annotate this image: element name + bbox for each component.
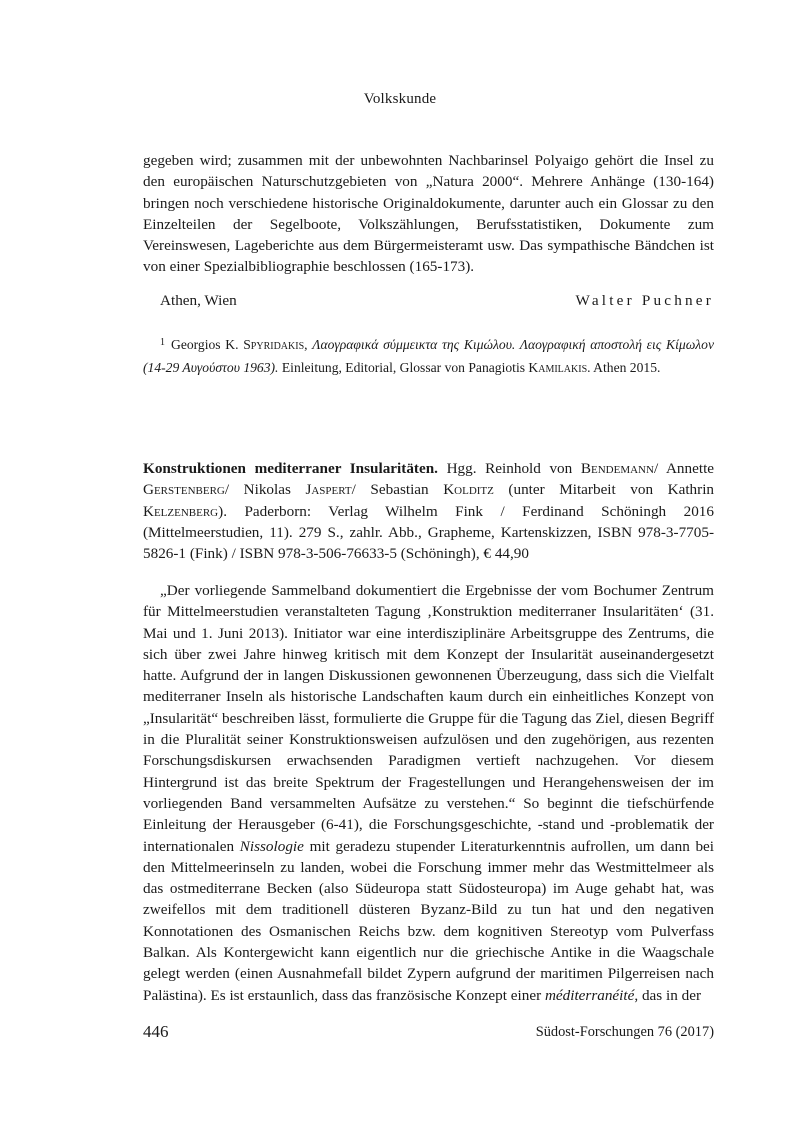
footnote-greek-title: Λαογραφικά σύμμεικτα της Κιμώλου. Λαογραφική αποστολή εις Κίμωλον (14-29 Αυγούστου 1963). [143,337,715,375]
footnote-rest-prefix: Einleitung, Editorial, Glossar von Panagiotis [281,360,526,375]
bib-text-2: / Annette [653,460,715,477]
running-header: Volkskunde [363,91,437,107]
footnote-given-name: Georgios K. [171,337,239,352]
book-title: Konstruktionen mediterraner Insularitäten. [143,460,438,477]
editor-name: Gerstenberg [143,481,225,499]
bib-text-3: / Nikolas [224,481,291,499]
italic-term-nissologie: Nissologie [239,837,304,855]
bibliography-entry [143,458,714,564]
collaborator-name: Kelzenberg [143,502,219,520]
intro-paragraph-block [143,150,714,278]
review-text-2: mit geradezu stupender Literaturkenntnis aufrollen, um dann bei den Mittelmeerinseln zu landen, wobei die Forschung immer mehr das Westmittelmeer als das ostmediterrane Becken (also Südeuropa statt Südosteuropa) im Auge gehabt hat, was zweifellos mit dem traditionell düsteren Byzanz-Bild zu tun hat und den negativen Konnotationen des Osmanischen Reichs bzw. dem kognitiven Stereotyp vom Pulverfass Balkan. Als Kontergewicht kann eigentlich nur die griechische Antike in die Waagschale gelegt werden (einen Ausnahmefall bildet Zypern aufgrund der maritimen Pilgerreisen nach Palästina). Es ist erstaunlich, dass das französische Konzept einer [143,837,715,1004]
intro-paragraph: gegeben wird; zusammen mit der unbewohnten Nachbarinsel Polyaigo gehört die Insel zu den europäischen Naturschutzgebieten von „Natura 2000“. Mehrere Anhänge (130-164) bringen noch verschiedene historische Originaldokumente, darunter auch ein Glossar zu den Einzelteilen der Segelboote, Volkszählungen, Berufsstatistiken, Dokumente zum Vereinswesen, Lageberichte aus dem Bürgermeisteramt usw. Das sympathische Bändchen ist von einer Spezialbibliographie beschlossen (165-173). [143,152,714,276]
bib-text-5: (unter Mitarbeit von Kathrin [508,481,715,499]
italic-term-mediterraneite: méditerranéité [544,986,635,1004]
footnote-rest-suffix: . Athen 2015. [587,360,661,375]
editor-name: Bendemann [580,460,654,477]
review-body [143,580,714,1006]
review-paragraph [143,580,714,1006]
journal-footer: Südost-Forschungen 76 (2017) [535,1024,714,1040]
footnote-mark: 1 [160,337,165,348]
bib-text-6: ). Paderborn: Verlag Wilhelm Fink / Ferdinand Schöningh 2016 (Mittelmeerstudien, 11). 279 S., zahlr. Abb., Grapheme, Kartenskizzen, ISBN 978-3-7705-5826-1 (Fink) / ISBN 978-3-506-76633-5 (Schöningh), € 44,90 [143,502,714,563]
page-number: 446 [143,1022,169,1041]
bibliography-paragraph [143,458,714,564]
bib-text-4: / Sebastian [351,481,429,499]
footnote-family-name: Spyridakis [243,337,305,352]
footnote: $^1$ Georgios K. Spyridakis, Λαογραφικά σύμμεικτα της Κιμώλου. Λαογραφική αποστολή εις Κίμωλον (14-29 Αυγούστου 1963). Einleitung, Editorial, Glossar von Panagiotis Kamilakis. Athen 2015. [143,337,715,375]
editor-name: Kolditz [443,481,494,499]
signature-place: Athen, Wien [160,292,237,309]
footnote-rest-name: Kamilakis [528,360,588,375]
bib-text-1: Hgg. Reinhold von [446,460,573,477]
editor-name: Jaspert [305,481,352,499]
review-text-1: „Der vorliegende Sammelband dokumentiert die Ergebnisse der vom Bochumer Zentrum für Mittelmeerstudien veranstalteten Tagung ‚Konstruktion mediterraner Insularitäten‘ (31. Mai und 1. Juni 2013). Initiator war eine interdisziplinäre Arbeitsgruppe des Zentrums, die sich über zwei Jahre hinweg kritisch mit dem Konzept der Insularität auseinandergesetzt hatte. Aufgrund der in langen Diskussionen gewonnenen Überzeugung, dass sich die Vielfalt mediterraner Inseln als historische Landschaften kaum durch ein einheitliches Konzept von „Insularität“ beschreiben lässt, formulierte die Gruppe für die Tagung das Ziel, diesen Begriff in die Pluralität seiner Konstruktionsweisen aufzulösen und den zugehörigen, aus rezenten Forschungsdiskursen erwachsenden Paradigmen vertieft nachzugehen. Vor diesem Hintergrund ist das breite Spektrum der Fragestellungen und Herangehensweisen der im vorliegenden Band versammelten Aufsätze zu verstehen.“ So beginnt die tiefschürfende Einleitung der Herausgeber (6-41), die Forschungsgeschichte, -stand und -problematik der internationalen [143,582,714,855]
review-text-3: , das in der [634,986,701,1004]
signature-author: Walter Puchner [575,292,714,309]
